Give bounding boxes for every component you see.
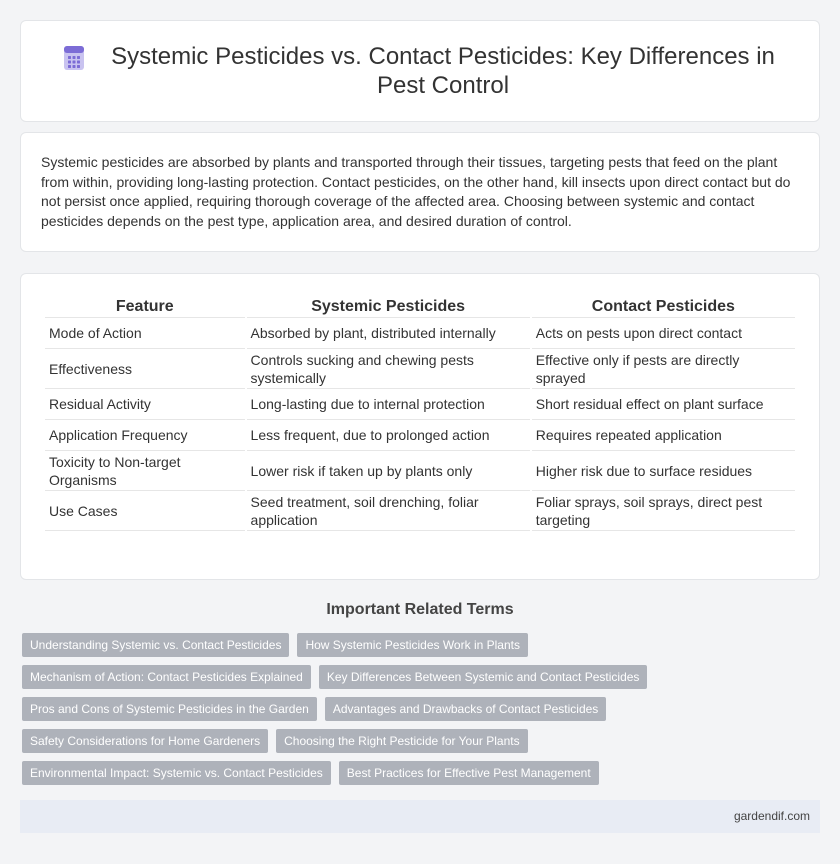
table-cell: Effective only if pests are directly sprayed (532, 349, 795, 389)
header-card (20, 20, 820, 122)
table-row (45, 349, 795, 389)
calculator-icon (61, 45, 87, 71)
comparison-table (43, 290, 797, 531)
summary-card (20, 132, 820, 252)
footer (20, 800, 820, 833)
table-header-row (45, 290, 795, 318)
table-cell: Higher risk due to surface residues (532, 451, 795, 491)
table-cell: Effectiveness (45, 349, 245, 389)
related-terms-title: Important Related Terms (326, 601, 514, 618)
table-cell: Mode of Action (45, 318, 245, 349)
table-cell: Short residual effect on plant surface (532, 389, 795, 420)
table-cell: Controls sucking and chewing pests systemically (247, 349, 530, 389)
table-row (45, 420, 795, 451)
related-term-tag[interactable]: Environmental Impact: Systemic vs. Contact Pesticides (22, 761, 331, 785)
page-title: Systemic Pesticides vs. Contact Pesticides: Key Differences in Pest Control (111, 43, 775, 99)
related-term-tag[interactable]: Key Differences Between Systemic and Contact Pesticides (319, 665, 648, 689)
table-cell: Toxicity to Non-target Organisms (45, 451, 245, 491)
summary-text: Systemic pesticides are absorbed by plants and transported through their tissues, targeting pests that feed on the plant from within, providing long-lasting protection. Contact pesticides, on the other hand, kill insects upon direct contact but do not persist once applied, requiring thorough coverage of the affected area. Choosing between systemic and contact pesticides depends on the pest type, application area, and desired duration of control. (41, 154, 791, 229)
related-term-tag[interactable]: How Systemic Pesticides Work in Plants (297, 633, 528, 657)
table-row (45, 318, 795, 349)
table-cell: Seed treatment, soil drenching, foliar application (247, 491, 530, 531)
related-term-tag[interactable]: Safety Considerations for Home Gardeners (22, 729, 268, 753)
comparison-table-card (20, 273, 820, 580)
table-cell: Use Cases (45, 491, 245, 531)
table-row (45, 491, 795, 531)
related-term-tag[interactable]: Best Practices for Effective Pest Management (339, 761, 599, 785)
related-term-tag[interactable]: Advantages and Drawbacks of Contact Pesticides (325, 697, 606, 721)
table-header: Feature (45, 290, 245, 318)
table-header: Systemic Pesticides (247, 290, 530, 318)
table-header: Contact Pesticides (532, 290, 795, 318)
table-cell: Acts on pests upon direct contact (532, 318, 795, 349)
related-terms-list (22, 633, 812, 793)
table-row (45, 451, 795, 491)
related-term-tag[interactable]: Understanding Systemic vs. Contact Pesticides (22, 633, 289, 657)
table-cell: Lower risk if taken up by plants only (247, 451, 530, 491)
table-cell: Long-lasting due to internal protection (247, 389, 530, 420)
footer-site-link[interactable]: gardendif.com (733, 809, 810, 823)
table-cell: Less frequent, due to prolonged action (247, 420, 530, 451)
table-cell: Absorbed by plant, distributed internally (247, 318, 530, 349)
table-row (45, 389, 795, 420)
table-cell: Residual Activity (45, 389, 245, 420)
related-term-tag[interactable]: Choosing the Right Pesticide for Your Plants (276, 729, 527, 753)
table-cell: Application Frequency (45, 420, 245, 451)
related-term-tag[interactable]: Mechanism of Action: Contact Pesticides Explained (22, 665, 311, 689)
related-term-tag[interactable]: Pros and Cons of Systemic Pesticides in the Garden (22, 697, 317, 721)
table-cell: Requires repeated application (532, 420, 795, 451)
table-cell: Foliar sprays, soil sprays, direct pest targeting (532, 491, 795, 531)
